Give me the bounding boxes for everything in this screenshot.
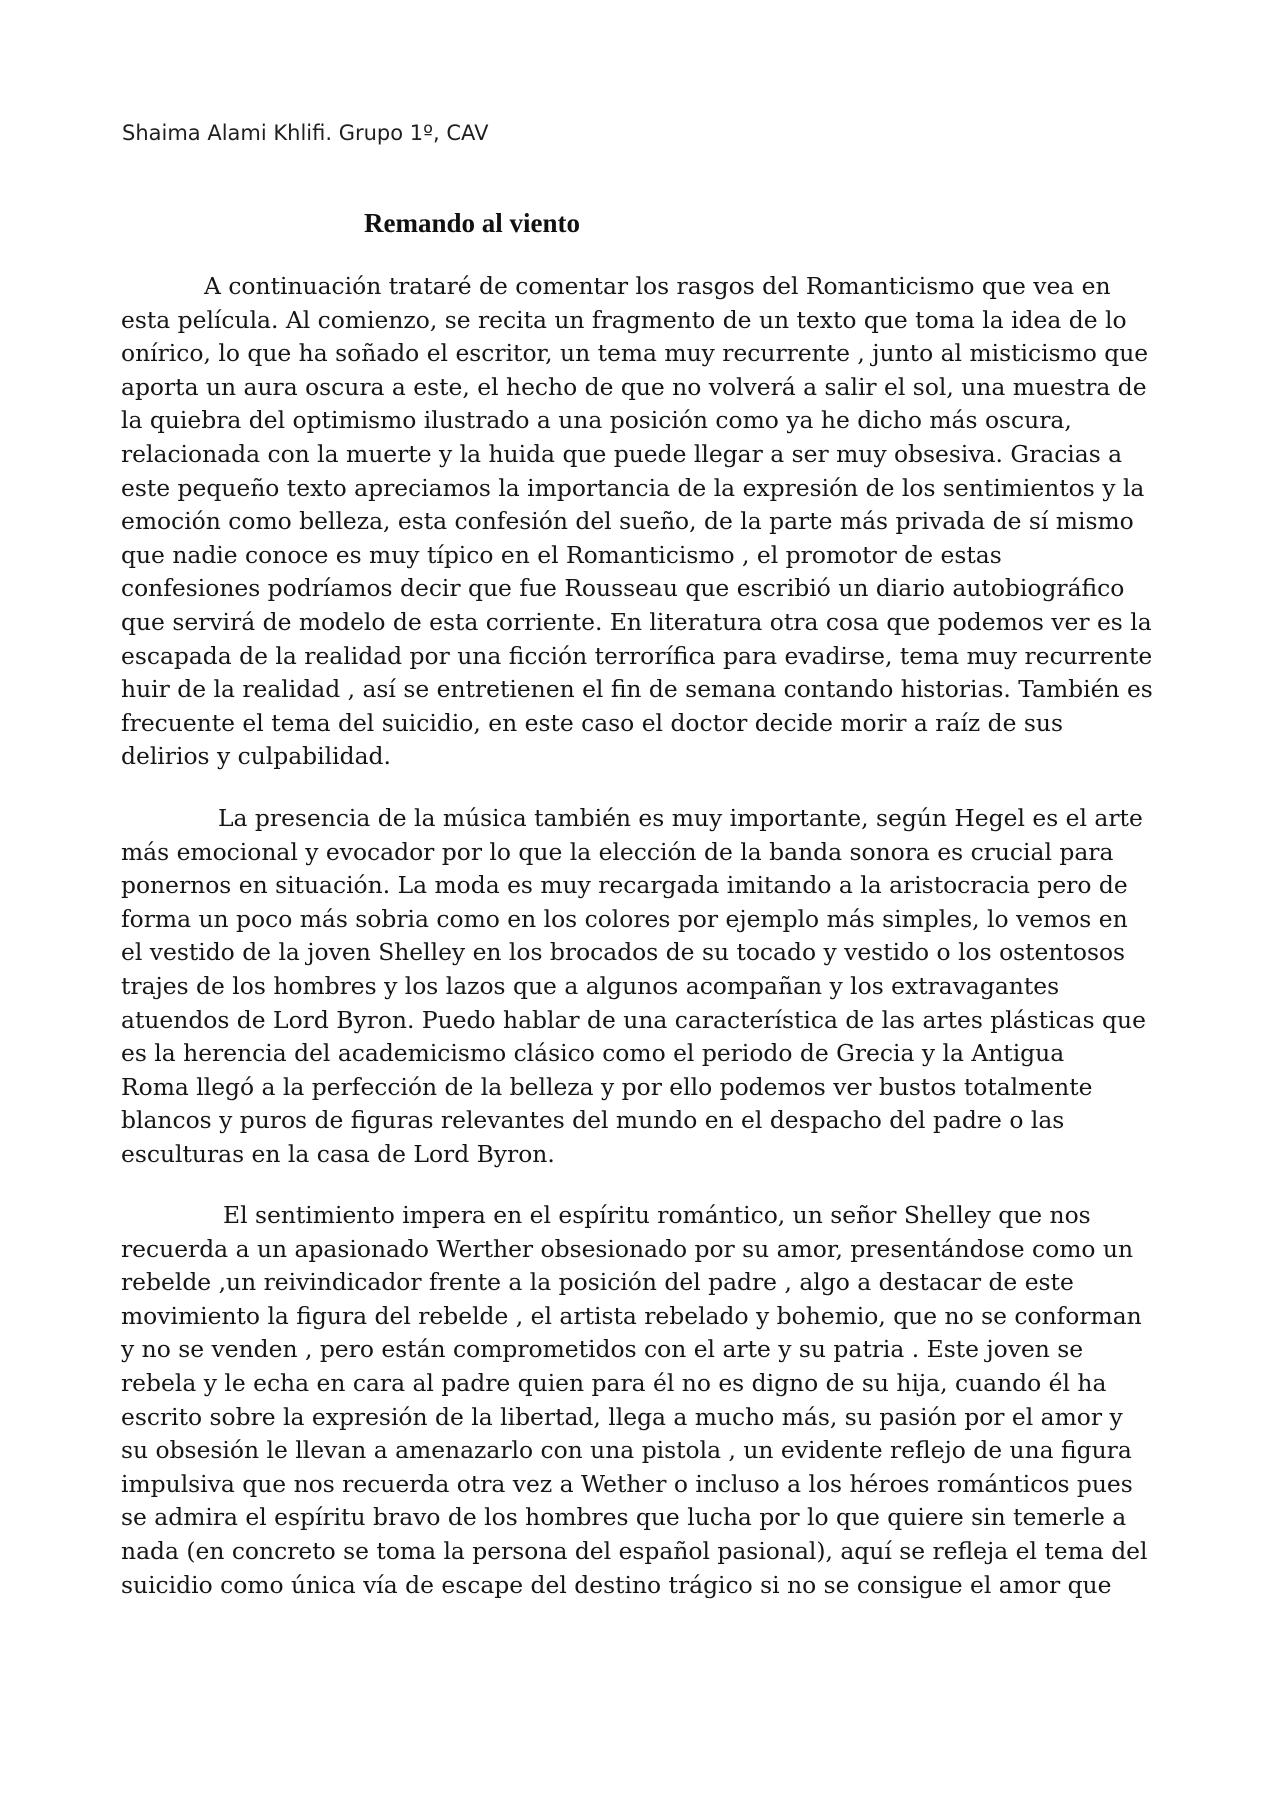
paragraph-line: el vestido de la joven Shelley en los brocados de su tocado y vestido o los ostentosos	[121, 938, 1126, 967]
paragraph-2	[121, 802, 1166, 1172]
paragraph-line: huir de la realidad , así se entretienen el fin de semana contando historias. También es	[121, 675, 1153, 704]
paragraph-line: Roma llegó a la perfección de la belleza y por ello podemos ver bustos totalmente	[121, 1072, 1093, 1101]
document-title: Remando al viento	[364, 208, 580, 238]
paragraph-line: su obsesión le llevan a amenazarlo con una pistola , un evidente reflejo de una figura	[121, 1436, 1132, 1465]
paragraph-line: La presencia de la música también es muy importante, según Hegel es el arte	[218, 804, 1143, 832]
paragraph-line: frecuente el tema del suicidio, en este caso el doctor decide morir a raíz de sus	[121, 708, 1063, 737]
paragraph-line: la quiebra del optimismo ilustrado a una posición como ya he dicho más oscura,	[121, 406, 1072, 435]
paragraph-line: que servirá de modelo de esta corriente. En literatura otra cosa que podemos ver es la	[121, 607, 1152, 636]
paragraph-line: relacionada con la muerte y la huida que puede llegar a ser muy obsesiva. Gracias a	[121, 439, 1123, 468]
paragraph-line: movimiento la figura del rebelde , el artista rebelado y bohemio, que no se conforman	[121, 1301, 1142, 1330]
paragraph-line: delirios y culpabilidad.	[121, 742, 391, 771]
author-header: Shaima Alami Khlifi. Grupo 1º, CAV	[122, 121, 489, 145]
paragraph-line: más emocional y evocador por lo que la elección de la banda sonora es crucial para	[121, 837, 1114, 866]
paragraph-line: que nadie conoce es muy típico en el Romanticismo , el promotor de estas	[121, 540, 1002, 569]
paragraph-1	[121, 270, 1166, 774]
paragraph-line: rebelde ,un reivindicador frente a la posición del padre , algo a destacar de este	[121, 1268, 1074, 1297]
paragraph-line: esculturas en la casa de Lord Byron.	[121, 1139, 555, 1168]
paragraph-line: aporta un aura oscura a este, el hecho de que no volverá a salir el sol, una muestra de	[121, 372, 1147, 401]
paragraph-line: emoción como belleza, esta confesión del sueño, de la parte más privada de sí mismo	[121, 507, 1134, 536]
paragraph-line: El sentimiento impera en el espíritu romántico, un señor Shelley que nos	[223, 1201, 1091, 1229]
paragraph-line: escapada de la realidad por una ficción terrorífica para evadirse, tema muy recurrente	[121, 641, 1153, 670]
paragraph-line: y no se venden , pero están comprometidos con el arte y su patria . Este joven se	[121, 1335, 1084, 1364]
paragraph-line: blancos y puros de figuras relevantes del mundo en el despacho del padre o las	[121, 1106, 1065, 1135]
paragraph-line: escrito sobre la expresión de la libertad, llega a mucho más, su pasión por el amor y	[121, 1402, 1123, 1431]
paragraph-line: esta película. Al comienzo, se recita un fragmento de un texto que toma la idea de lo	[121, 305, 1127, 334]
paragraph-line: se admira el espíritu bravo de los hombres que lucha por lo que quiere sin temerle a	[121, 1503, 1127, 1532]
paragraph-3	[121, 1199, 1166, 1602]
paragraph-line: trajes de los hombres y los lazos que a algunos acompañan y los extravagantes	[121, 971, 1060, 1000]
paragraph-line: A continuación trataré de comentar los rasgos del Romanticismo que vea en	[204, 272, 1111, 300]
paragraph-line: atuendos de Lord Byron. Puedo hablar de una característica de las artes plásticas que	[121, 1005, 1146, 1034]
paragraph-line: rebela y le echa en cara al padre quien para él no es digno de su hija, cuando él ha	[121, 1368, 1107, 1397]
paragraph-line: este pequeño texto apreciamos la importancia de la expresión de los sentimientos y la	[121, 473, 1145, 502]
paragraph-line: impulsiva que nos recuerda otra vez a Wether o incluso a los héroes románticos pues	[121, 1469, 1133, 1498]
paragraph-line: confesiones podríamos decir que fue Rousseau que escribió un diario autobiográfico	[121, 574, 1125, 603]
paragraph-line: forma un poco más sobria como en los colores por ejemplo más simples, lo vemos en	[121, 904, 1128, 933]
paragraph-line: suicidio como única vía de escape del destino trágico si no se consigue el amor que	[121, 1570, 1112, 1599]
paragraph-line: onírico, lo que ha soñado el escritor, un tema muy recurrente , junto al misticismo que	[121, 339, 1149, 368]
paragraph-line: ponernos en situación. La moda es muy recargada imitando a la aristocracia pero de	[121, 871, 1128, 900]
paragraph-line: nada (en concreto se toma la persona del español pasional), aquí se refleja el tema del	[121, 1536, 1148, 1565]
paragraph-line: recuerda a un apasionado Werther obsesionado por su amor, presentándose como un	[121, 1234, 1134, 1263]
paragraph-line: es la herencia del academicismo clásico como el periodo de Grecia y la Antigua	[121, 1039, 1065, 1068]
